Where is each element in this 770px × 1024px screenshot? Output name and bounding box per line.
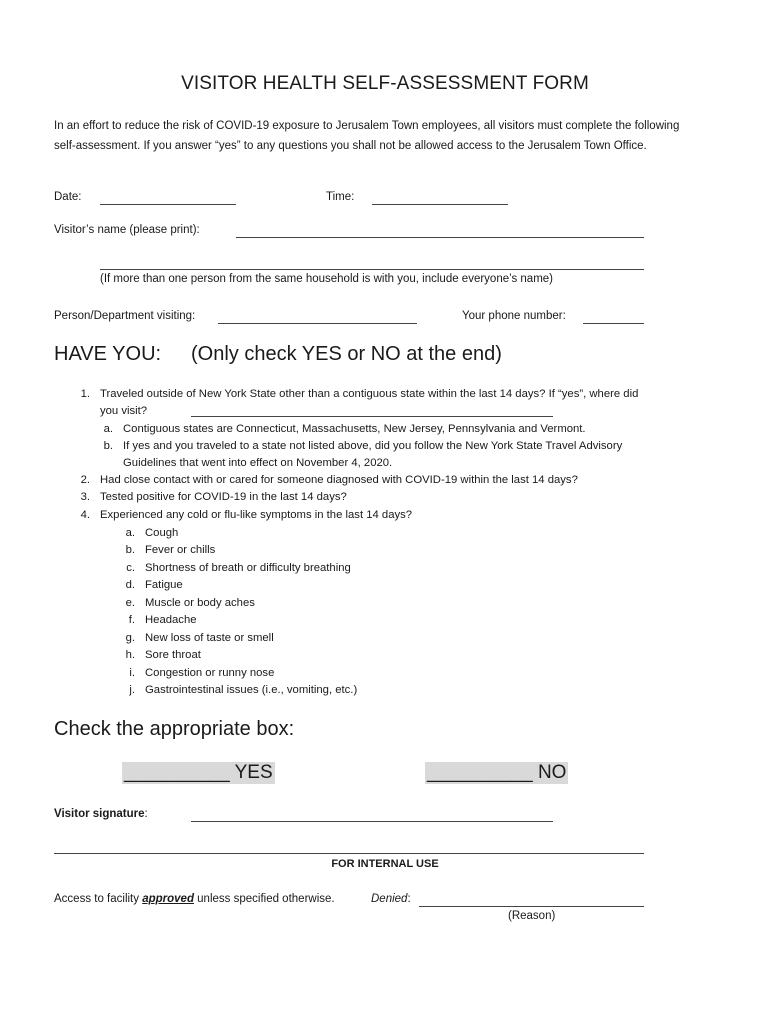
denied-reason-field[interactable] <box>419 906 644 907</box>
signature-label-text: Visitor signature <box>54 808 145 820</box>
access-statement <box>54 893 335 905</box>
time-field[interactable] <box>372 204 508 205</box>
form-title: VISITOR HEALTH SELF-ASSESSMENT FORM <box>181 73 589 94</box>
symptom-letter: d. <box>125 579 135 591</box>
sub-letter: b. <box>103 440 113 452</box>
have-you-instruction: (Only check YES or NO at the end) <box>191 343 502 365</box>
signature-colon: : <box>144 808 148 820</box>
symptom-letter: b. <box>125 544 135 556</box>
symptom-item: Headache <box>145 614 197 626</box>
approved-text: approved <box>142 893 194 905</box>
symptom-letter: i. <box>129 667 135 679</box>
signature-field[interactable] <box>191 821 553 822</box>
intro-paragraph: In an effort to reduce the risk of COVID-19 exposure to Jerusalem Town employees, all visitors must complete the following self-assessment. If you answer “yes” to any questions you shall not be allowed access to the Jerusalem Town Office. <box>54 120 680 152</box>
check-box-heading: Check the appropriate box: <box>54 718 295 740</box>
symptom-item: Shortness of breath or difficulty breathing <box>145 562 351 574</box>
symptom-letter: f. <box>128 614 135 626</box>
question-2-text: Had close contact with or cared for someone diagnosed with COVID-19 within the last 14 days? <box>100 474 578 486</box>
date-field[interactable] <box>100 204 236 205</box>
visitor-name-label: Visitor’s name (please print): <box>54 224 200 236</box>
question-number: 2. <box>80 474 90 486</box>
symptom-letter: j. <box>129 684 135 696</box>
symptom-item: Muscle or body aches <box>145 597 255 609</box>
sub-item-advisory: If yes and you traveled to a state not listed above, did you follow the New York State Travel Advisory <box>123 440 623 452</box>
visited-location-field[interactable] <box>191 416 553 417</box>
sub-item-contiguous: Contiguous states are Connecticut, Massachusetts, New Jersey, Pennsylvania and Vermont. <box>123 423 586 435</box>
additional-names-field[interactable] <box>100 269 644 270</box>
have-you-heading: HAVE YOU: <box>54 343 162 365</box>
denied-label <box>371 893 411 905</box>
question-4-text: Experienced any cold or flu-like symptoms in the last 14 days? <box>100 509 413 521</box>
symptom-item: Congestion or runny nose <box>145 667 275 679</box>
symptom-letter: h. <box>125 649 135 661</box>
phone-field[interactable] <box>583 323 644 324</box>
symptom-item: Gastrointestinal issues (i.e., vomiting, etc.) <box>145 684 358 696</box>
symptom-item: Fever or chills <box>145 544 216 556</box>
person-department-label: Person/Department visiting: <box>54 310 196 322</box>
visitor-name-field[interactable] <box>236 237 644 238</box>
symptom-letter: e. <box>125 597 135 609</box>
phone-label: Your phone number: <box>462 310 566 322</box>
question-number: 4. <box>80 509 90 521</box>
question-1-text: Traveled outside of New York State other than a contiguous state within the last 14 days? If “yes”, where did <box>100 388 639 400</box>
symptom-letter: g. <box>125 632 135 644</box>
sub-item-advisory-cont: Guidelines that went into effect on November 4, 2020. <box>123 457 393 469</box>
denied-colon: : <box>407 893 411 905</box>
signature-label <box>54 808 148 820</box>
person-department-field[interactable] <box>218 323 417 324</box>
symptom-letter: a. <box>125 527 135 539</box>
internal-use-heading: FOR INTERNAL USE <box>331 858 439 870</box>
question-1-text-cont: you visit? <box>100 405 148 417</box>
symptom-item: Sore throat <box>145 649 201 661</box>
denied-text: Denied <box>371 893 408 905</box>
symptom-item: New loss of taste or smell <box>145 632 274 644</box>
date-label: Date: <box>54 191 82 203</box>
reason-caption: (Reason) <box>508 910 556 922</box>
symptom-item: Fatigue <box>145 579 183 591</box>
question-number: 1. <box>80 388 90 400</box>
access-prefix: Access to facility <box>54 893 143 905</box>
sub-letter: a. <box>103 423 113 435</box>
internal-divider <box>54 853 644 854</box>
symptom-letter: c. <box>126 562 135 574</box>
access-suffix: unless specified otherwise. <box>193 893 335 905</box>
symptom-item: Cough <box>145 527 179 539</box>
household-note: (If more than one person from the same household is with you, include everyone’s name) <box>100 273 554 285</box>
time-label: Time: <box>326 191 355 203</box>
no-checkbox[interactable]: __________ NO <box>427 762 567 783</box>
question-number: 3. <box>80 491 90 503</box>
question-3-text: Tested positive for COVID-19 in the last 14 days? <box>100 491 347 503</box>
yes-checkbox[interactable]: __________ YES <box>124 762 273 783</box>
